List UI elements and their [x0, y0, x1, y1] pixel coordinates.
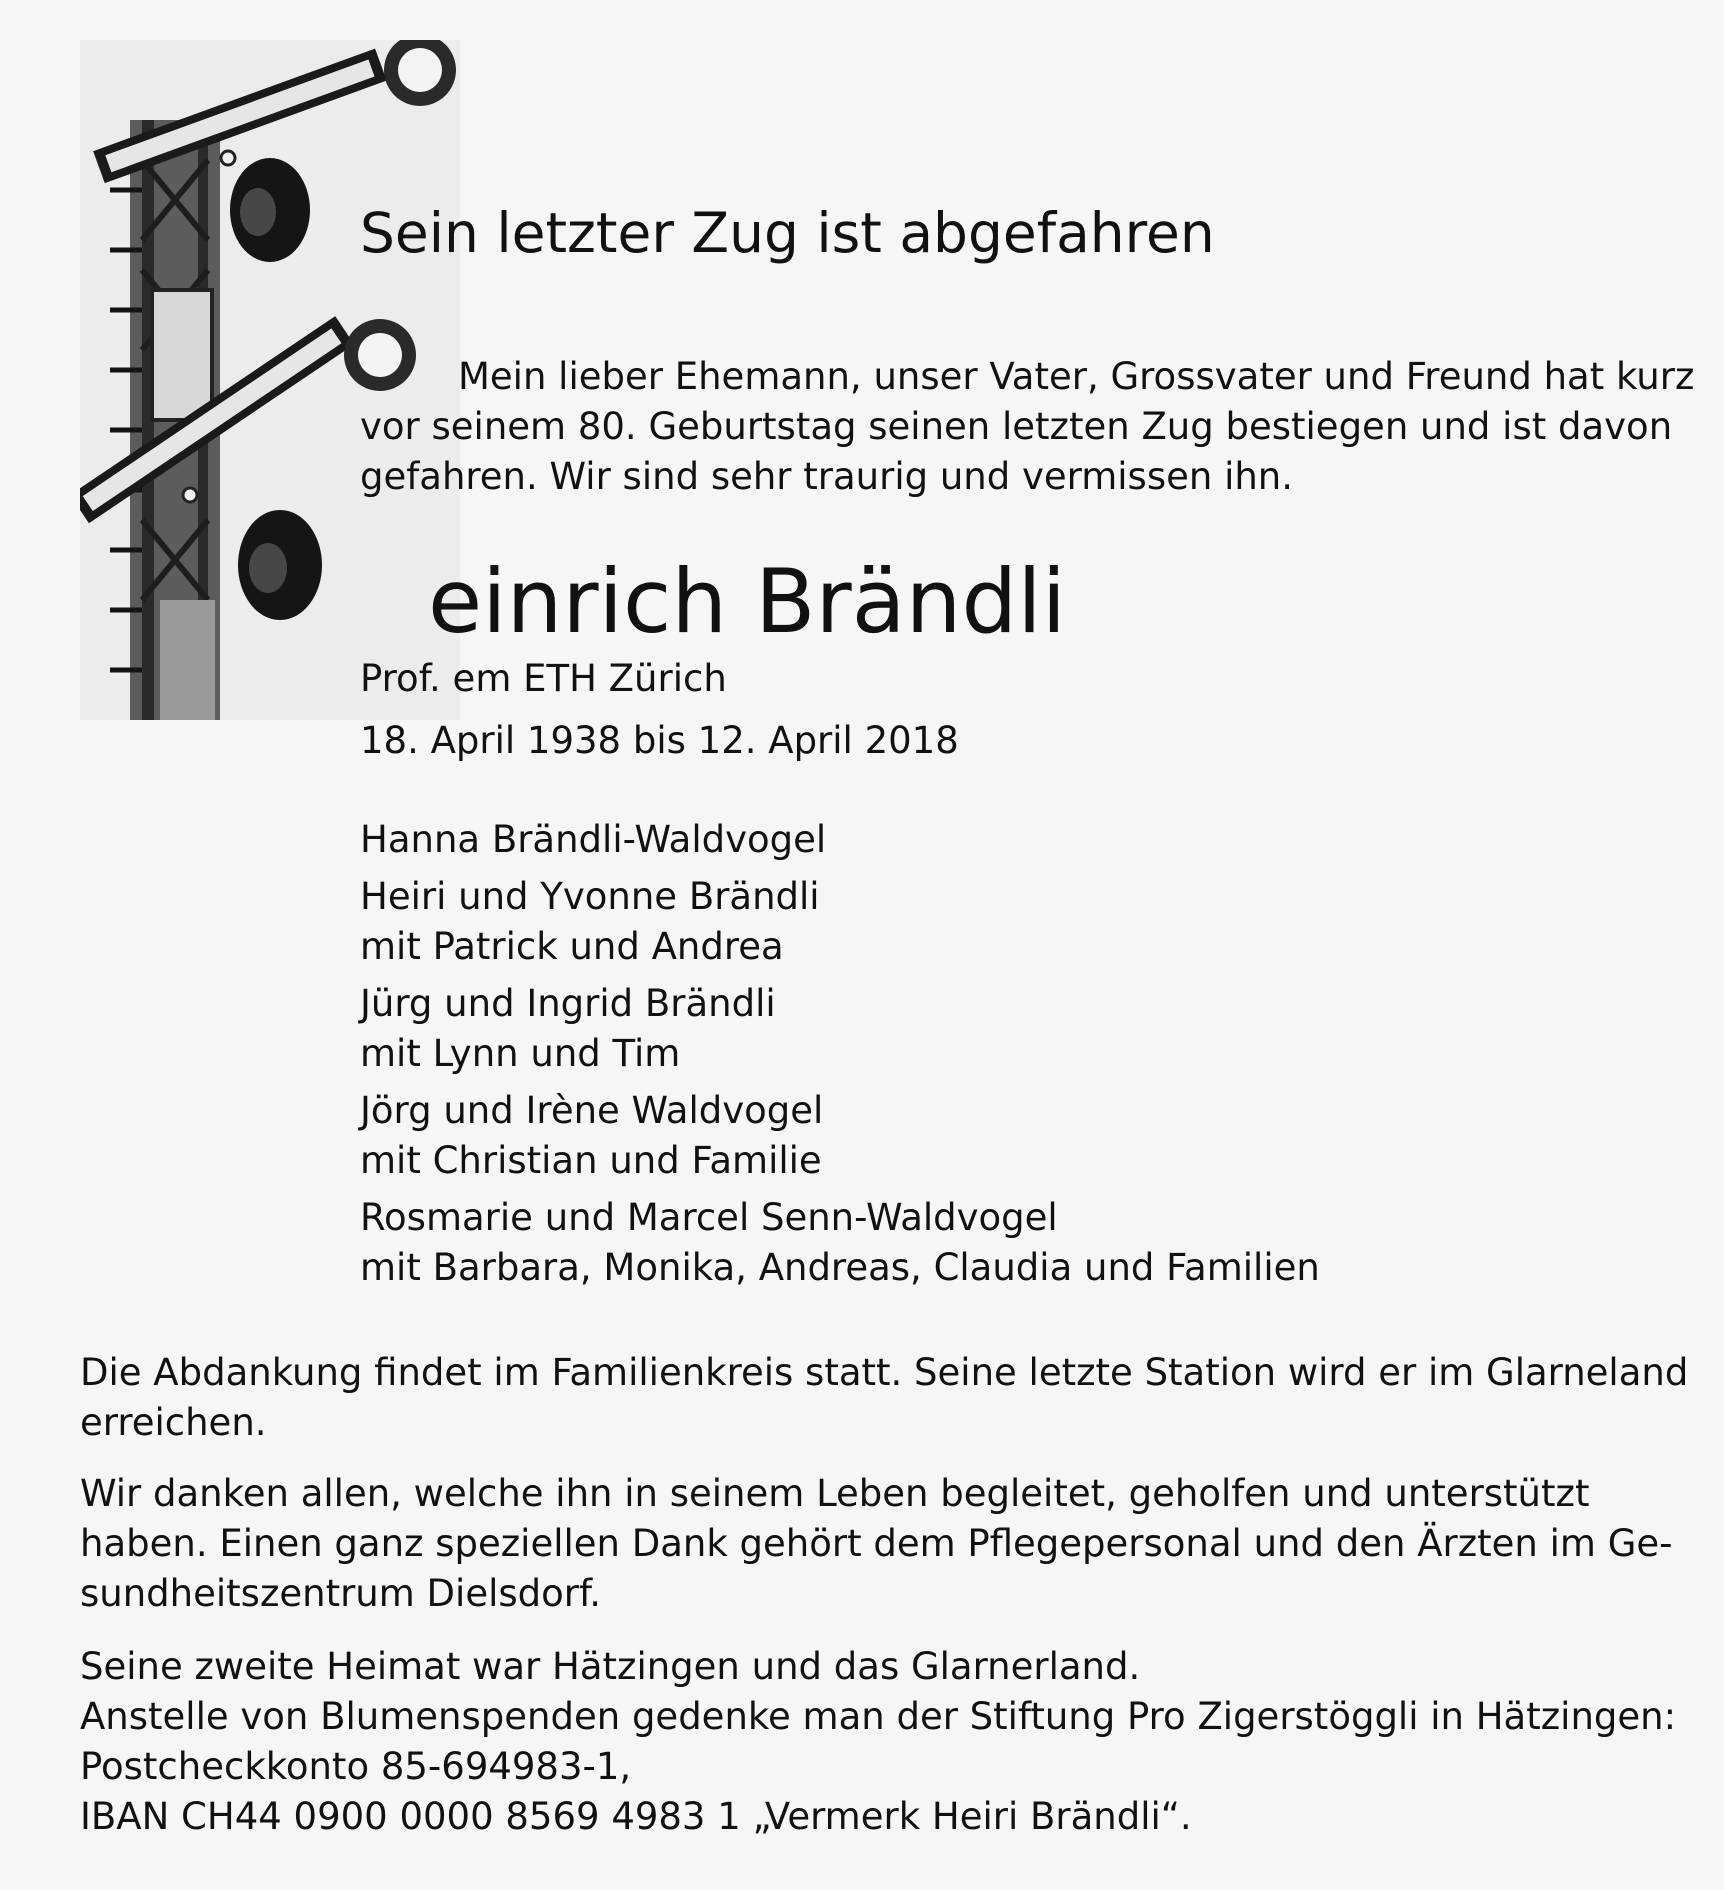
- deceased-name: einrich Brändli: [428, 550, 1067, 653]
- thanks-paragraph: [80, 1469, 1673, 1619]
- paragraph-line: Seine zweite Heimat war Hätzingen und das Glarnerland.: [80, 1645, 1141, 1688]
- family-member: Jörg und Irène Waldvogel: [360, 1089, 824, 1132]
- notice-heading: Sein letzter Zug ist abgefahren: [360, 201, 1215, 265]
- iban-line: IBAN CH44 0900 0000 8569 4983 1 „Vermerk Heiri Brändli“.: [80, 1795, 1192, 1838]
- paragraph-line: haben. Einen ganz speziellen Dank gehört dem Pflegepersonal und den Ärzten im Ge-: [80, 1522, 1673, 1565]
- donation-paragraph: [80, 1642, 1677, 1842]
- paragraph-line: erreichen.: [80, 1401, 267, 1444]
- family-member: mit Christian und Familie: [360, 1139, 822, 1182]
- family-member: Jürg und Ingrid Brändli: [360, 982, 776, 1025]
- family-member: mit Patrick und Andrea: [360, 925, 784, 968]
- deceased-title: Prof. em ETH Zürich: [360, 657, 727, 700]
- family-member: Hanna Brändli-Waldvogel: [360, 818, 827, 861]
- family-group: [360, 1193, 1320, 1293]
- intro-text: [360, 352, 1695, 502]
- paragraph-line: Wir danken allen, welche ihn in seinem Leben begleitet, geholfen und unterstützt: [80, 1472, 1590, 1515]
- intro-line: gefahren. Wir sind sehr traurig und vermissen ihn.: [360, 455, 1294, 498]
- family-member: mit Barbara, Monika, Andreas, Claudia und Familien: [360, 1246, 1320, 1289]
- family-member: mit Lynn und Tim: [360, 1032, 681, 1075]
- family-group: [360, 979, 1320, 1079]
- account-line: Postcheckkonto 85-694983-1,: [80, 1745, 632, 1788]
- paragraph-line: Anstelle von Blumenspenden gedenke man der Stiftung Pro Zigerstöggli in Hätzingen:: [80, 1695, 1677, 1738]
- funeral-paragraph: [80, 1348, 1689, 1448]
- deceased-dates: 18. April 1938 bis 12. April 2018: [360, 719, 959, 762]
- family-group: [360, 815, 1320, 865]
- family-member: Heiri und Yvonne Brändli: [360, 875, 820, 918]
- paragraph-line: Die Abdankung findet im Familienkreis statt. Seine letzte Station wird er im Glarneland: [80, 1351, 1689, 1394]
- family-list: [360, 815, 1320, 1300]
- family-group: [360, 872, 1320, 972]
- intro-line: vor seinem 80. Geburtstag seinen letzten Zug bestiegen und ist davon: [360, 405, 1673, 448]
- paragraph-line: sundheitszentrum Dielsdorf.: [80, 1572, 602, 1615]
- family-group: [360, 1086, 1320, 1186]
- intro-line: Mein lieber Ehemann, unser Vater, Grossvater und Freund hat kurz: [458, 355, 1695, 398]
- family-member: Rosmarie und Marcel Senn-Waldvogel: [360, 1196, 1058, 1239]
